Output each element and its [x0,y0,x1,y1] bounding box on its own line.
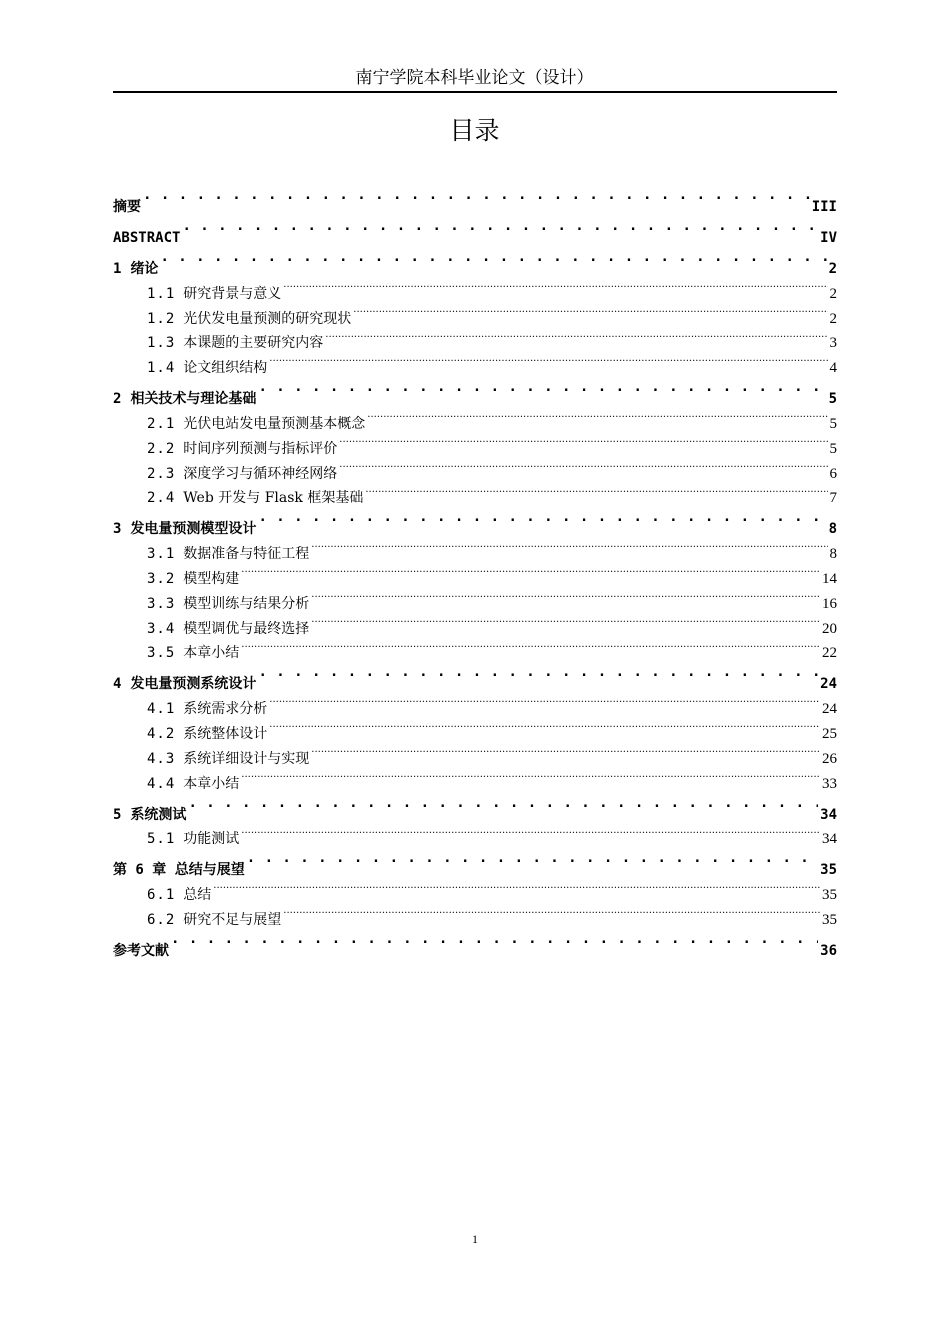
toc-entry-number: 1.3 [147,335,176,352]
toc-entry-text: 论文组织结构 [183,360,268,377]
toc-entry-text: ABSTRACT [113,230,181,246]
toc-entry-label [147,697,267,722]
toc-entry-page: IV [820,230,837,246]
toc-entry-text: 相关技术与理论基础 [130,391,257,408]
toc-entry-label [113,384,256,415]
toc-dot-leader [325,323,827,348]
toc-entry-page: 8 [828,521,837,538]
toc-dot-leader [213,874,820,899]
toc-entry-page: 35 [822,911,837,928]
toc-dot-leader [241,558,820,583]
toc-entry-label [147,462,337,487]
toc-entry-text: 系统需求分析 [183,701,268,718]
toc-entry-number: 1.4 [147,360,176,377]
toc-entry-number: 2.2 [147,440,176,457]
toc-entry-text: 本章小结 [183,775,240,792]
table-of-contents [113,180,837,959]
toc-entry-text: 研究背景与意义 [183,285,282,302]
toc-dot-leader [171,924,818,955]
toc-dot-leader [311,738,820,763]
toc-entry-page: 5 [829,415,837,432]
toc-dot-leader [258,372,826,403]
toc-entry-text: 系统整体设计 [183,725,268,742]
toc-dot-leader [311,583,820,608]
toc-entry-text: 模型训练与结果分析 [183,595,310,612]
toc-entry-text: 模型调优与最终选择 [183,620,310,637]
toc-entry-number: 6.2 [147,911,176,928]
toc-entry-number: 3.2 [147,570,176,587]
toc-entry-number: 6.1 [147,887,176,904]
toc-entry-label [113,936,169,967]
toc-entry-page: 24 [822,701,837,718]
toc-entry-text: 第 6 章 总结与展望 [113,862,245,879]
toc-dot-leader [283,273,827,298]
toc-dot-leader [160,242,826,273]
toc-entry-number: 4.4 [147,775,176,792]
toc-entry-page: 34 [820,806,837,823]
toc-entry-page: 2 [828,261,837,277]
toc-dot-leader [258,502,826,533]
toc-entry-number: 1.1 [147,285,176,302]
toc-entry-text: 摘要 [113,199,141,215]
toc-entry-page: 5 [828,391,837,408]
toc-entry-label [113,254,158,285]
toc-chapter-entry[interactable] [113,924,837,959]
toc-entry-page: 16 [822,595,837,612]
toc-entry-number: 3.1 [147,546,176,563]
toc-entry-page: 6 [829,465,837,482]
toc-entry-number: 1 [113,261,122,277]
toc-dot-leader [339,428,827,453]
toc-entry-number: 4 [113,676,122,693]
toc-entry-text: 研究不足与展望 [183,911,282,928]
toc-dot-leader [353,298,827,323]
toc-dot-leader [311,608,820,633]
toc-entry-number: 4.3 [147,750,176,767]
toc-entry-label [113,669,256,700]
toc-entry-text: 发电量预测系统设计 [130,676,257,693]
toc-section-entry[interactable] [113,899,837,928]
toc-entry-label [147,827,239,852]
toc-dot-leader [182,211,818,242]
toc-entry-page: 2 [829,285,837,302]
toc-entry-text: Web 开发与 Flask 框架基础 [183,490,364,507]
toc-dot-leader [143,180,810,211]
toc-entry-text: 功能测试 [183,831,240,848]
toc-dot-leader [367,403,827,428]
toc-entry-text: 参考文献 [113,942,169,959]
toc-entry-text: 总结 [183,887,212,904]
toc-entry-text: 系统测试 [130,806,187,823]
toc-entry-page: III [811,199,837,215]
toc-dot-leader [241,763,820,788]
toc-entry-label [147,883,211,908]
toc-entry-number: 5 [113,806,122,823]
toc-entry-label [113,514,256,545]
toc-entry-label [147,641,239,666]
toc-dot-leader [241,819,820,844]
toc-entry-page: 7 [829,490,837,507]
page-header: 南宁学院本科毕业论文（设计） [355,68,594,88]
toc-entry-page: 35 [820,862,837,879]
toc-entry-page: 20 [822,620,837,637]
toc-entry-page: 2 [829,310,837,327]
page-number: 1 [472,1232,478,1246]
toc-entry-page: 36 [820,942,837,959]
toc-entry-page: 3 [829,335,837,352]
toc-chapter-entry[interactable] [113,242,837,277]
toc-dot-leader [339,453,827,478]
toc-entry-text: 数据准备与特征工程 [183,546,310,563]
toc-entry-number: 3.4 [147,620,176,637]
toc-title: 目录 [449,116,500,145]
toc-entry-label [113,192,141,223]
toc-dot-leader [247,843,818,874]
toc-entry-number: 3.3 [147,595,176,612]
toc-entry-number: 5.1 [147,831,176,848]
toc-dot-leader [269,688,820,713]
toc-entry-text: 系统详细设计与实现 [183,750,310,767]
toc-entry-text: 绪论 [130,261,159,277]
toc-section-entry[interactable] [113,874,837,904]
toc-entry-number: 1.2 [147,310,176,327]
toc-entry-label [113,800,186,831]
toc-entry-text: 本课题的主要研究内容 [183,335,324,352]
toc-entry-label [147,567,239,592]
toc-entry-page: 34 [822,831,837,848]
toc-section-entry[interactable] [113,273,837,302]
toc-entry-text: 发电量预测模型设计 [130,521,257,538]
toc-entry-text: 光伏发电量预测的研究现状 [183,310,352,327]
toc-dot-leader [311,533,827,558]
toc-entry-page: 8 [829,546,837,563]
toc-entry-page: 26 [822,750,837,767]
toc-entry-label [147,307,351,332]
toc-entry-number: 2.4 [147,490,176,507]
toc-section-entry[interactable] [113,819,837,848]
toc-entry-number: 4.2 [147,725,176,742]
toc-entry-page: 4 [829,360,837,377]
toc-entry-label [147,282,281,307]
toc-entry-page: 24 [820,676,837,693]
toc-dot-leader [269,347,827,372]
toc-entry-label [147,412,365,437]
header-rule [113,91,837,93]
toc-entry-page: 33 [822,775,837,792]
toc-entry-number: 4.1 [147,701,176,718]
toc-chapter-entry[interactable] [113,211,837,246]
toc-entry-page: 5 [829,440,837,457]
toc-dot-leader [365,478,827,503]
toc-entry-label [147,437,337,462]
toc-entry-number: 3 [113,521,122,538]
toc-entry-page: 35 [822,887,837,904]
toc-entry-label [147,592,309,617]
toc-entry-label [147,722,267,747]
toc-entry-text: 本章小结 [183,645,240,662]
toc-entry-number: 3.5 [147,645,176,662]
toc-entry-label [147,356,267,381]
toc-dot-leader [258,657,818,688]
toc-entry-page: 25 [822,725,837,742]
toc-entry-number: 2 [113,391,122,408]
toc-dot-leader [241,633,820,658]
toc-entry-number: 2.1 [147,415,176,432]
toc-entry-text: 深度学习与循环神经网络 [183,465,338,482]
toc-dot-leader [283,899,820,924]
toc-entry-text: 光伏电站发电量预测基本概念 [183,415,366,432]
toc-dot-leader [269,713,820,738]
toc-chapter-entry[interactable] [113,788,837,823]
toc-entry-number: 2.3 [147,465,176,482]
toc-dot-leader [188,788,818,819]
toc-entry-text: 模型构建 [183,570,240,587]
toc-entry-text: 时间序列预测与指标评价 [183,440,338,457]
toc-entry-page: 22 [822,645,837,662]
toc-chapter-entry[interactable] [113,180,837,215]
toc-entry-page: 14 [822,570,837,587]
